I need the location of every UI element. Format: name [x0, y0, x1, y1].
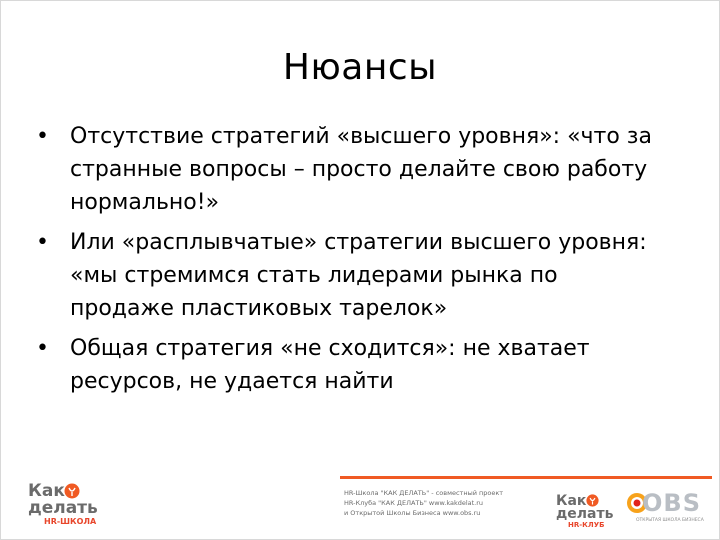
footer-info	[344, 488, 524, 518]
bullet-line: ресурсов, не удается найти	[70, 369, 394, 394]
lightbulb-icon	[64, 483, 80, 499]
bullet-line: Общая стратегия «не сходится»: не хватает	[70, 336, 590, 361]
obs-logo	[626, 488, 706, 532]
logo-subtitle: HR-ШКОЛА	[44, 517, 97, 526]
logo-subtitle: HR-КЛУБ	[568, 521, 605, 529]
footer-info-line: HR-Клуба "КАК ДЕЛАТЬ" www.kakdelat.ru	[344, 499, 484, 507]
bullet-line: Отсутствие стратегий «высшего уровня»: «что за	[70, 124, 652, 149]
bullet-list	[36, 120, 696, 405]
bullet-line: «мы стремимся стать лидерами рынка по	[70, 263, 558, 288]
bullet-line: продаже пластиковых тарелок»	[70, 296, 448, 321]
logo-text-line1: Как	[28, 481, 65, 501]
hr-school-logo	[28, 482, 114, 528]
bullet-line: странные вопросы – просто делайте свою работу	[70, 157, 648, 182]
bullet-line: Или «расплывчатые» стратегии высшего уровня:	[70, 230, 647, 255]
bullet-marker: •	[36, 230, 49, 255]
footer-info-line: и Открытой Школы Бизнеса www.obs.ru	[344, 509, 481, 517]
bullet-item	[36, 120, 696, 219]
logo-text-line2: делать	[28, 498, 98, 518]
footer-info-line: HR-Школа "КАК ДЕЛАТЬ" - совместный проект	[344, 489, 504, 497]
logo-text-line2: делать	[556, 506, 614, 522]
hr-club-logo	[556, 494, 612, 532]
bullet-marker: •	[36, 124, 49, 149]
logo-text-line1: Как	[556, 493, 587, 509]
footer-accent-line	[340, 476, 712, 479]
obs-logo-subtitle: ОТКРЫТАЯ ШКОЛА БИЗНЕСА	[636, 518, 704, 523]
bullet-marker: •	[36, 336, 49, 361]
slide-title: Нюансы	[282, 47, 438, 88]
bullet-item	[36, 226, 696, 325]
bullet-item	[36, 332, 696, 398]
bullet-line: нормально!»	[70, 190, 220, 215]
obs-logo-text: OBS	[642, 489, 701, 517]
